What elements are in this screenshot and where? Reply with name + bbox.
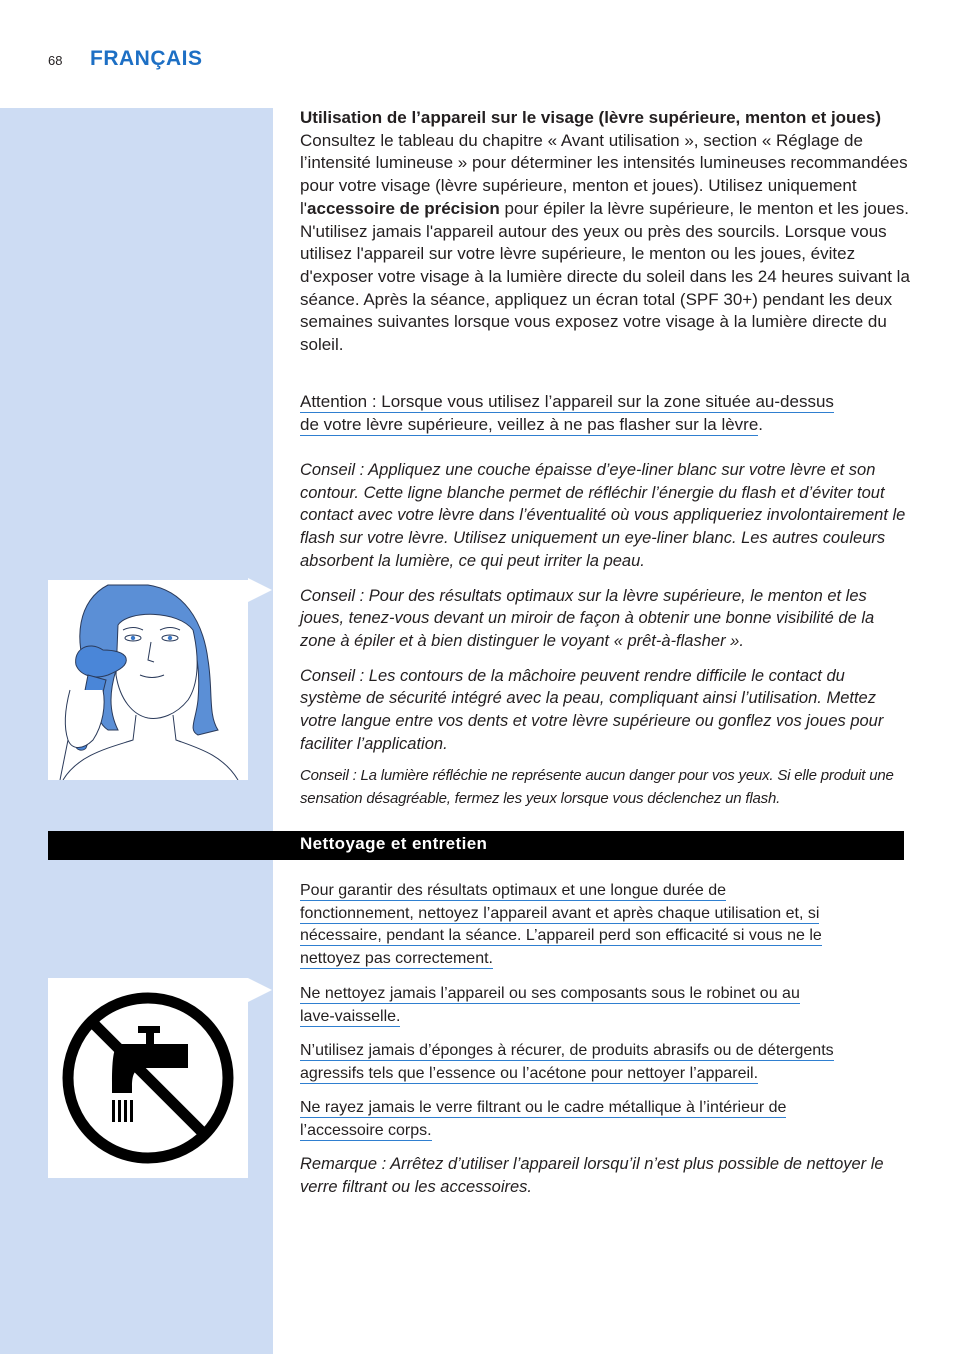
cleaning-para-4 xyxy=(300,1097,910,1142)
attention-line-1: Attention : Lorsque vous utilisez l’appareil sur la zone située au-dessus xyxy=(300,392,834,411)
body-text-2: pour épiler la lèvre supérieure, le menton et les joues. N'utilisez jamais l'appareil autour des yeux ou près des sourcils. Lorsque vous utilisez l'appareil sur votre lèvre supérieure, le menton ou les joues, évitez d'exposer votre visage à la lumière directe du soleil dans les 24 heures suivant la séance. Après la séance, appliquez un écran total (SPF 30+) pendant les deux semaines suivantes lorsque vous exposez votre visage à la lumière directe du soleil. xyxy=(300,198,910,355)
para4-line-1: Ne rayez jamais le verre filtrant ou le cadre métallique à l’intérieur de xyxy=(300,1099,787,1116)
pointer-notch-2 xyxy=(248,978,272,1002)
no-water-illustration xyxy=(48,978,248,1178)
no-water-tap-icon xyxy=(48,978,248,1178)
para3-line-2: agressifs tels que l’essence ou l’acétone pour nettoyer l’appareil. xyxy=(300,1064,759,1082)
cleaning-remark xyxy=(300,1153,910,1198)
section-title-face: Utilisation de l’appareil sur le visage (lèvre supérieure, menton et joues) xyxy=(300,108,882,127)
para2-line-1: Ne nettoyez jamais l’appareil ou ses composants sous le robinet ou au xyxy=(300,985,800,1002)
tip-eyeliner: Conseil : Appliquez une couche épaisse d’eye-liner blanc sur votre lèvre et son contour. Cette ligne blanche permet de réfléchir l’énergie du flash et d’éviter tout contact avec votre lèvre dans l’éventualité où vous appliqueriez involontairement le flash sur votre lèvre. Utilisez uniquement un eye-liner blanc. Les autres couleurs absorbent la lumière, ce qui peut irriter la peau. xyxy=(300,461,906,570)
attention-line-2: de votre lèvre supérieure, veillez à ne pas flasher sur la lèvre xyxy=(300,414,759,434)
para1-line-4: nettoyez pas correctement. xyxy=(300,950,493,968)
remark-text: Remarque : Arrêtez d’utiliser l’appareil lorsqu’il n’est plus possible de nettoyer le verre filtrant ou les accessoires. xyxy=(300,1155,884,1196)
body-text-1: Consultez le tableau du chapitre « Avant utilisation », section « Réglage de l’intensité lumineuse » pour déterminer les intensités lumineuses recommandées pour votre visage (lèvre supérieure, menton et joues). Utilisez uniquement l' xyxy=(300,130,908,218)
tip-reflected-light: Conseil : La lumière réfléchie ne représente aucun danger pour vos yeux. Si elle produit une sensation désagréable, fermez les yeux lorsque vous déclenchez un flash. xyxy=(300,767,894,808)
woman-face-epilator-illustration-icon xyxy=(48,580,248,780)
para4-line-2: l’accessoire corps. xyxy=(300,1121,432,1139)
tip-jaw: Conseil : Les contours de la mâchoire peuvent rendre difficile le contact du système de sécurité intégré avec la peau, compliquant ainsi l’utilisation. Mettez votre langue entre vos dents et votre lèvre supérieure ou gonflez vos joues pour faciliter l’application. xyxy=(300,666,884,753)
attention-end: . xyxy=(758,414,764,434)
cleaning-para-2 xyxy=(300,983,910,1028)
face-usage-body xyxy=(300,130,910,357)
cleaning-para-1 xyxy=(300,880,910,971)
cleaning-para-3 xyxy=(300,1040,910,1085)
para3-line-1: N’utilisez jamais d’éponges à récurer, de produits abrasifs ou de détergents xyxy=(300,1042,834,1059)
para1-line-1: Pour garantir des résultats optimaux et une longue durée de xyxy=(300,882,727,899)
pointer-notch xyxy=(248,578,272,602)
body-bold-accessory: accessoire de précision xyxy=(307,198,500,218)
section-face-usage xyxy=(300,107,910,357)
section-title-cleaning: Nettoyage et entretien xyxy=(300,834,488,853)
face-illustration xyxy=(48,580,248,780)
tip-mirror: Conseil : Pour des résultats optimaux sur la lèvre supérieure, le menton et les joues, tenez-vous devant un miroir de façon à obtenir une bonne visibilité de la zone à épiler et à bien distinguer le voyant « prêt-à-flasher ». xyxy=(300,586,875,650)
para2-line-2: lave-vaisselle. xyxy=(300,1007,401,1025)
para1-line-3: nécessaire, pendant la séance. L’appareil perd son efficacité si vous ne le xyxy=(300,927,822,945)
language-heading: FRANÇAIS xyxy=(90,47,203,70)
tips-block xyxy=(300,459,910,811)
attention-note xyxy=(300,391,910,436)
page-number: 68 xyxy=(48,53,63,68)
para1-line-2: fonctionnement, nettoyez l’appareil avant et après chaque utilisation et, si xyxy=(300,904,820,922)
